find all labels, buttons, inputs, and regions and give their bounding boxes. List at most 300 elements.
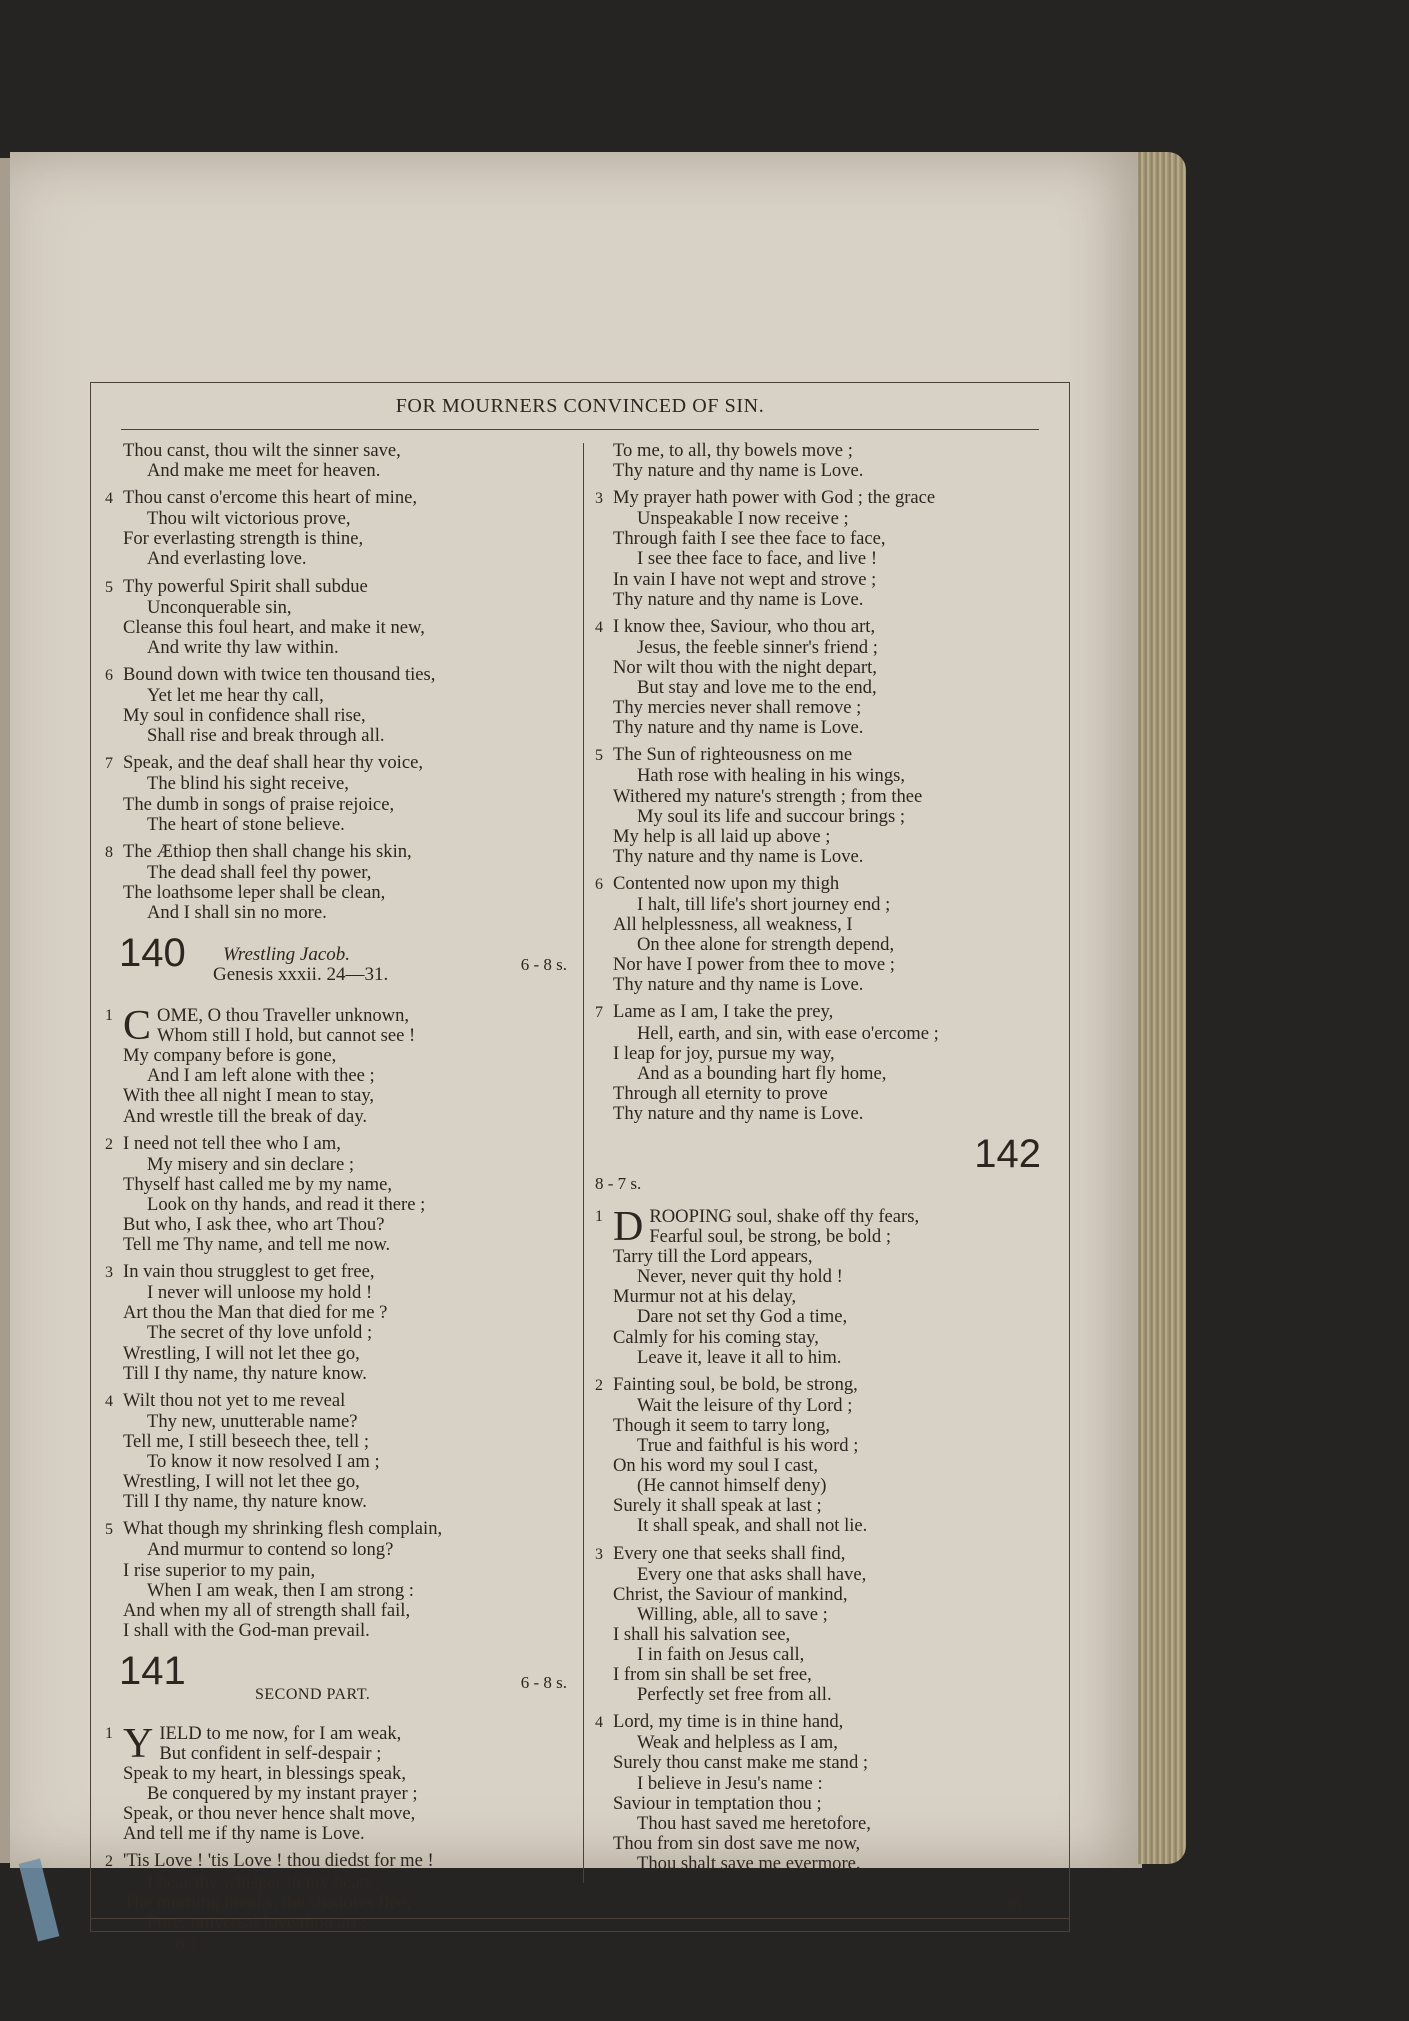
- verse-line-row: [595, 638, 1065, 658]
- verse-line-row: [105, 529, 575, 549]
- verse-line: The dead shall feel thy power,: [147, 861, 372, 883]
- verse-line-row: [595, 1794, 1065, 1814]
- verse-line-row: [105, 1303, 575, 1323]
- hymn-heading: [595, 1132, 1065, 1200]
- verse-line: It shall speak, and shall not lie.: [637, 1515, 868, 1537]
- verse-line-row: [595, 1774, 1065, 1794]
- verse-line: True and faithful is his word ;: [637, 1435, 859, 1457]
- verse-line: I never will unloose my hold !: [147, 1282, 373, 1304]
- bookmark-ribbon: [19, 1859, 60, 1942]
- verse-number: 4: [595, 618, 603, 636]
- verse-number: 4: [105, 1392, 113, 1410]
- verse: [105, 1391, 575, 1513]
- verse-line-row: [105, 509, 575, 529]
- verse-line-row: [105, 1452, 575, 1472]
- hymn-part: SECOND PART.: [255, 1685, 371, 1703]
- verse-line: Thy nature and thy name is Love.: [613, 588, 864, 610]
- verse-line-row: [105, 1323, 575, 1343]
- verse-line: Bound down with twice ten thousand ties,: [123, 663, 436, 685]
- verse-line-row: [595, 1416, 1065, 1436]
- verse-line: And wrestle till the break of day.: [123, 1105, 368, 1127]
- verse-line-row: [105, 1432, 575, 1452]
- verse-number: 3: [105, 1264, 113, 1282]
- head-rule: [121, 429, 1039, 430]
- verse-line: Fainting soul, be bold, be strong,: [613, 1373, 858, 1395]
- verse-line: The morning breaks, the shadows flee,: [123, 1891, 411, 1913]
- verse-line: My soul its life and succour brings ;: [637, 805, 906, 827]
- verse: [105, 1720, 575, 1845]
- verse-line-row: [105, 549, 575, 569]
- verse-line: Wait the leisure of thy Lord ;: [637, 1394, 853, 1416]
- verse-line-row: [595, 1104, 1065, 1124]
- verse-line-row: [595, 1544, 1065, 1565]
- verse-line: Speak, or thou never hence shalt move,: [123, 1803, 416, 1825]
- verse-line: Speak to my heart, in blessings speak,: [123, 1763, 406, 1785]
- verse-line-row: [105, 1472, 575, 1492]
- verse-line: All helplessness, all weakness, I: [613, 914, 853, 936]
- verse: [105, 1519, 575, 1641]
- verse: [105, 1003, 575, 1127]
- scripture-reference: Genesis xxxii. 24—31.: [213, 964, 389, 986]
- hymn-meter: 6 - 8 s.: [520, 1672, 567, 1692]
- verse-line: To me, to all, thy bowels move ;: [613, 440, 853, 461]
- verse-line: My soul in confidence shall rise,: [123, 705, 366, 727]
- verse-line-row: [595, 1084, 1065, 1104]
- verse-line: Speak, and the deaf shall hear thy voice,: [123, 752, 423, 774]
- verse-line-row: [105, 883, 575, 903]
- verse-line: I from sin shall be set free,: [613, 1664, 812, 1686]
- verse-line: The secret of thy love unfold ;: [147, 1322, 373, 1344]
- verse-line-row: [105, 638, 575, 658]
- verse: [595, 1712, 1065, 1874]
- verse-line-row: [595, 529, 1065, 549]
- verse-line-row: [105, 461, 575, 481]
- verse-line: The blind his sight receive,: [147, 773, 349, 795]
- verse-line: Thy nature and thy name is Love.: [613, 845, 864, 867]
- verse-line: Surely thou canst make me stand ;: [613, 1752, 869, 1774]
- verse-line-row: [105, 1155, 575, 1175]
- verse: [595, 874, 1065, 996]
- verse-line: Withered my nature's strength ; from thee: [613, 785, 923, 807]
- verse-line-row: [595, 745, 1065, 766]
- verse-line: Jesus, the feeble sinner's friend ;: [637, 636, 878, 658]
- verse-line-row: [105, 1601, 575, 1621]
- verse-line: And make me meet for heaven.: [147, 460, 381, 482]
- verse-line-row: [595, 1064, 1065, 1084]
- verse-line-row: [105, 1519, 575, 1540]
- verse-line: Saviour in temptation thou ;: [613, 1792, 822, 1814]
- book-page: [10, 152, 1142, 1953]
- verse-line-row: [105, 1344, 575, 1364]
- verse-line: Though it seem to tarry long,: [613, 1414, 830, 1436]
- verse-line: Thy nature and thy name is Love.: [613, 974, 864, 996]
- hymn-meter: 8 - 7 s.: [595, 1174, 642, 1193]
- verse-line-row: [595, 570, 1065, 590]
- verse-line: Nor have I power from thee to move ;: [613, 954, 895, 976]
- verse-line-row: [595, 1814, 1065, 1834]
- verse-continuation: [105, 441, 575, 481]
- verse-line: Till I thy name, thy nature know.: [123, 1491, 367, 1513]
- verse-line-row: [595, 955, 1065, 975]
- verse-line-row: [595, 1024, 1065, 1044]
- verse-line: I believe in Jesu's name :: [637, 1772, 823, 1794]
- verse-line: Fearful soul, be strong, be bold ;: [649, 1226, 892, 1248]
- verse-line-row: [105, 1893, 575, 1913]
- verse-line-row: [595, 1565, 1065, 1585]
- page-fore-edge: [1138, 152, 1186, 1864]
- hymn-heading: [105, 931, 575, 999]
- verse-line-row: [595, 915, 1065, 935]
- verse-line: ROOPING soul, shake off thy fears,: [649, 1206, 920, 1227]
- verse-number: 5: [595, 747, 603, 765]
- verse-line: Tell me, I still beseech thee, tell ;: [123, 1430, 370, 1452]
- verse-line: And I shall sin no more.: [147, 901, 327, 923]
- verse-line: Murmur not at his delay,: [613, 1286, 797, 1308]
- verse-line: Tarry till the Lord appears,: [613, 1246, 813, 1268]
- verse-number: 6: [595, 875, 603, 893]
- verse: [105, 665, 575, 746]
- verse-line-row: [105, 618, 575, 638]
- verse-line: Thou canst, thou wilt the sinner save,: [123, 440, 401, 461]
- verse-line: Thy mercies never shall remove ;: [613, 697, 862, 719]
- verse-line-row: [595, 678, 1065, 698]
- verse-line: But stay and love me to the end,: [637, 677, 877, 699]
- verse-line: Thou canst o'ercome this heart of mine,: [123, 487, 418, 509]
- verse-line: Surely it shall speak at last ;: [613, 1495, 822, 1517]
- verse-line: In vain thou strugglest to get free,: [123, 1261, 375, 1283]
- verse-opening: [105, 1720, 575, 1845]
- verse: [105, 1134, 575, 1256]
- verse-line: Shall rise and break through all.: [147, 725, 385, 747]
- left-column: [105, 441, 575, 1955]
- verse-number: 1: [105, 1724, 113, 1742]
- verse-line-row: [595, 1753, 1065, 1773]
- hymn-title: Wrestling Jacob.: [223, 944, 350, 966]
- verse-line: I shall with the God-man prevail.: [123, 1619, 370, 1641]
- verse-line-row: [595, 1625, 1065, 1645]
- verse-line: Thyself hast called me by my name,: [123, 1173, 393, 1195]
- verse-line: What though my shrinking flesh complain,: [123, 1518, 443, 1540]
- verse-line: Hell, earth, and sin, with ease o'ercome ;: [637, 1022, 939, 1044]
- verse: [595, 488, 1065, 610]
- verse-line: Unspeakable I now receive ;: [637, 508, 849, 530]
- verse-line: The Æthiop then shall change his skin,: [123, 840, 412, 862]
- verse-line: Thou wilt victorious prove,: [147, 508, 351, 530]
- verse-line-row: [595, 590, 1065, 610]
- hymn-number: 142: [974, 1132, 1041, 1176]
- verse-line: My company before is gone,: [123, 1045, 337, 1067]
- verse-line-row: [595, 1834, 1065, 1854]
- verse-line: Calmly for his coming stay,: [613, 1326, 819, 1348]
- verse-line-row: [105, 815, 575, 835]
- verse-line: Till I thy name, thy nature know.: [123, 1362, 367, 1384]
- verse-line: Hath rose with healing in his wings,: [637, 765, 906, 787]
- verse-line: I hear thy whisper in my heart ;: [147, 1871, 381, 1893]
- verse-line-row: [105, 1215, 575, 1235]
- verse-line: Wrestling, I will not let thee go,: [123, 1342, 360, 1364]
- verse-line-row: [595, 1605, 1065, 1625]
- verse-line: Tell me Thy name, and tell me now.: [123, 1234, 391, 1256]
- signature-mark: B 2: [175, 1936, 197, 1953]
- verse-number: 5: [105, 1521, 113, 1539]
- verse-line: Thy nature and thy name is Love.: [613, 717, 864, 739]
- verse-line-row: [595, 441, 1065, 461]
- verse-line: On his word my soul I cast,: [613, 1455, 819, 1477]
- verse-line-row: [105, 1412, 575, 1432]
- verse-number: 2: [105, 1135, 113, 1153]
- verse-line: And everlasting love.: [147, 548, 307, 570]
- verse: [595, 617, 1065, 739]
- page-number: 35: [1004, 1895, 1021, 1914]
- verse-line: Never, never quit thy hold !: [637, 1266, 843, 1288]
- verse-number: 8: [105, 843, 113, 861]
- verse-line-row: [105, 598, 575, 618]
- verse-line: Unconquerable sin,: [147, 596, 292, 618]
- verse: [595, 1544, 1065, 1706]
- verse-line-row: [105, 795, 575, 815]
- verse-line-row: [105, 665, 575, 686]
- verse-line-row: [595, 1396, 1065, 1416]
- verse-line-row: [595, 847, 1065, 867]
- verse-number: 3: [595, 490, 603, 508]
- verse-line: 'Tis Love ! 'tis Love ! thou diedst for me !: [123, 1850, 434, 1872]
- verse-line: OME, O thou Traveller unknown,: [157, 1005, 410, 1027]
- verse-line: The dumb in songs of praise rejoice,: [123, 793, 395, 815]
- verse-line: Contented now upon my thigh: [613, 872, 840, 894]
- hymn-number: 140: [119, 931, 186, 976]
- verse-line-row: [105, 753, 575, 774]
- verse-line: Every one that seeks shall find,: [613, 1542, 846, 1564]
- verse-line-row: [595, 617, 1065, 638]
- verse: [595, 1204, 1065, 1368]
- verse-line: Weak and helpless as I am,: [637, 1732, 838, 1754]
- verse-line: Thou from sin dost save me now,: [613, 1832, 861, 1854]
- verse-line-row: [595, 509, 1065, 529]
- verse: [105, 1851, 575, 1932]
- verse-line-row: [105, 1561, 575, 1581]
- bottom-rule: [91, 1918, 1069, 1919]
- verse-line-row: [105, 1621, 575, 1641]
- verse-line: Pure, universal love thou art ;: [147, 1911, 367, 1933]
- verse-line: Dare not set thy God a time,: [637, 1306, 848, 1328]
- verse-line: My help is all laid up above ;: [613, 825, 831, 847]
- verse-line-row: [105, 1235, 575, 1255]
- verse-line-row: [105, 1283, 575, 1303]
- verse: [595, 1375, 1065, 1537]
- verse-number: 6: [105, 666, 113, 684]
- verse-line: Leave it, leave it all to him.: [637, 1346, 842, 1368]
- verse-line: In vain I have not wept and strove ;: [613, 568, 877, 590]
- verse-line-row: [105, 903, 575, 923]
- verse-line-row: [595, 874, 1065, 895]
- verse-line: I halt, till life's short journey end ;: [637, 893, 891, 915]
- verse-line-row: [595, 461, 1065, 481]
- verse-line: Whom still I hold, but cannot see !: [157, 1025, 416, 1047]
- verse-line-row: [105, 488, 575, 509]
- verse-line: Nor wilt thou with the night depart,: [613, 656, 877, 678]
- verse-line-row: [595, 1585, 1065, 1605]
- hymn-meter: 6 - 8 s.: [520, 955, 567, 975]
- verse-line: Thy powerful Spirit shall subdue: [123, 575, 368, 597]
- verse-line-row: [105, 1581, 575, 1601]
- verse-line: IELD to me now, for I am weak,: [159, 1722, 402, 1744]
- verse-line: Through faith I see thee face to face,: [613, 528, 886, 550]
- verse-line-row: [595, 1516, 1065, 1536]
- verse-line-row: [105, 1262, 575, 1283]
- verse-line-row: [595, 549, 1065, 569]
- verse-line-row: [105, 1175, 575, 1195]
- verse-line: Willing, able, all to save ;: [637, 1603, 828, 1625]
- verse-line-row: [595, 1375, 1065, 1396]
- verse-line-row: [595, 975, 1065, 995]
- verse-line: Lame as I am, I take the prey,: [613, 1001, 834, 1023]
- verse-line-row: [595, 1712, 1065, 1733]
- verse-line: Look on thy hands, and read it there ;: [147, 1193, 426, 1215]
- verse: [595, 745, 1065, 867]
- verse-number: 7: [595, 1004, 603, 1022]
- verse-line: Be conquered by my instant prayer ;: [147, 1783, 418, 1805]
- verse-number: 2: [595, 1376, 603, 1394]
- verse-number: 7: [105, 755, 113, 773]
- verse-line-row: [105, 1391, 575, 1412]
- verse-line-row: [105, 1364, 575, 1384]
- verse-line-row: [595, 1496, 1065, 1516]
- verse-line: My misery and sin declare ;: [147, 1153, 355, 1175]
- verse: [105, 842, 575, 923]
- verse-line: And write thy law within.: [147, 636, 339, 658]
- verse-line: I rise superior to my pain,: [123, 1559, 316, 1581]
- verse-line: I shall his salvation see,: [613, 1623, 791, 1645]
- verse-line: Every one that asks shall have,: [637, 1563, 867, 1585]
- verse-line-row: [105, 774, 575, 794]
- verse-line: And when my all of strength shall fail,: [123, 1599, 411, 1621]
- verse-line-row: [595, 698, 1065, 718]
- verse-line-row: [595, 935, 1065, 955]
- verse-number: 1: [105, 1007, 113, 1025]
- verse-line: Thou hast saved me heretofore,: [637, 1812, 871, 1834]
- verse-line-row: [105, 1195, 575, 1215]
- verse-line: With thee all night I mean to stay,: [123, 1085, 375, 1107]
- verse-line-row: [595, 1733, 1065, 1753]
- verse-line: Through all eternity to prove: [613, 1082, 828, 1104]
- verse-line: And murmur to contend so long?: [147, 1539, 394, 1561]
- verse-line-row: [595, 1645, 1065, 1665]
- verse-line-row: [105, 842, 575, 863]
- verse-line-row: [595, 807, 1065, 827]
- verse-line-row: [105, 706, 575, 726]
- verse-line: Thy nature and thy name is Love.: [613, 1102, 864, 1124]
- drop-capital: C: [123, 1003, 152, 1050]
- verse-number: 2: [105, 1853, 113, 1871]
- verse-line-row: [595, 766, 1065, 786]
- verse-line-row: [105, 726, 575, 746]
- verse-number: 5: [105, 578, 113, 596]
- verse-line: But who, I ask thee, who art Thou?: [123, 1214, 385, 1235]
- verse-line-row: [595, 658, 1065, 678]
- verse-line: I in faith on Jesus call,: [637, 1643, 805, 1665]
- verse-line: The heart of stone believe.: [147, 813, 345, 835]
- verse-line-row: [105, 686, 575, 706]
- verse-line-row: [595, 1854, 1065, 1874]
- verse-line-row: [595, 1476, 1065, 1496]
- verse-line: Perfectly set free from all.: [637, 1684, 832, 1706]
- verse-line-row: [595, 1456, 1065, 1476]
- verse-line: Yet let me hear thy call,: [147, 685, 324, 707]
- verse-line: I need not tell thee who I am,: [123, 1132, 341, 1154]
- verse-line: Christ, the Saviour of mankind,: [613, 1583, 848, 1605]
- verse-line: Lord, my time is in thine hand,: [613, 1711, 844, 1733]
- verse-line: Cleanse this foul heart, and make it new,: [123, 616, 425, 638]
- right-column: [595, 441, 1065, 1874]
- verse-line-row: [105, 863, 575, 883]
- verse-line: The loathsome leper shall be clean,: [123, 881, 386, 903]
- verse-line: Thy new, unutterable name?: [147, 1410, 358, 1432]
- verse-line-row: [595, 1002, 1065, 1023]
- verse-line: To know it now resolved I am ;: [147, 1451, 380, 1473]
- verse-line-row: [105, 1851, 575, 1872]
- hymn-number: 141: [119, 1648, 186, 1693]
- verse-line-row: [595, 488, 1065, 509]
- verse-line: My prayer hath power with God ; the grace: [613, 487, 936, 509]
- verse-opening: [105, 1003, 575, 1127]
- verse-number: 4: [595, 1714, 603, 1732]
- verse: [595, 1002, 1065, 1124]
- verse-line: Wilt thou not yet to me reveal: [123, 1389, 346, 1411]
- verse-line: For everlasting strength is thine,: [123, 528, 364, 550]
- drop-capital: D: [613, 1204, 644, 1250]
- verse-line-row: [595, 787, 1065, 807]
- verse-line: But confident in self-despair ;: [159, 1742, 382, 1764]
- verse-line-row: [595, 827, 1065, 847]
- verse-line-row: [595, 1436, 1065, 1456]
- verse-line: Thy nature and thy name is Love.: [613, 460, 864, 482]
- verse-line-row: [105, 1873, 575, 1893]
- verse-line-row: [595, 1044, 1065, 1064]
- verse-line: And I am left alone with thee ;: [147, 1065, 375, 1087]
- verse: [105, 488, 575, 569]
- column-divider: [583, 443, 584, 1883]
- verse-line-row: [105, 441, 575, 461]
- verse-line-row: [105, 577, 575, 598]
- text-frame: [90, 382, 1070, 1953]
- verse-line-row: [595, 1665, 1065, 1685]
- verse-line: I leap for joy, pursue my way,: [613, 1042, 835, 1064]
- drop-capital: Y: [123, 1720, 154, 1767]
- verse: [105, 577, 575, 658]
- verse-line: I know thee, Saviour, who thou art,: [613, 615, 876, 637]
- verse-line: Thou shalt save me evermore.: [637, 1852, 861, 1874]
- running-head: FOR MOURNERS CONVINCED OF SIN.: [395, 395, 765, 417]
- verse-line: Wrestling, I will not let thee go,: [123, 1471, 360, 1493]
- verse-line: The Sun of righteousness on me: [613, 744, 853, 766]
- verse: [105, 1262, 575, 1384]
- verse-line-row: [105, 1540, 575, 1560]
- verse-number: 4: [105, 490, 113, 508]
- verse-number: 3: [595, 1545, 603, 1563]
- verse-line: I see thee face to face, and live !: [637, 548, 878, 570]
- verse-line-row: [595, 1685, 1065, 1705]
- verse-line: When I am weak, then I am strong :: [147, 1579, 414, 1601]
- verse-line: (He cannot himself deny): [637, 1475, 827, 1497]
- verse-line: And tell me if thy name is Love.: [123, 1823, 365, 1845]
- verse-line-row: [105, 1913, 575, 1933]
- hymn-heading: [105, 1648, 575, 1717]
- verse-line-row: [105, 1492, 575, 1512]
- verse-line: And as a bounding hart fly home,: [637, 1062, 887, 1084]
- verse-number: 1: [595, 1208, 603, 1225]
- verse-line-row: [105, 1134, 575, 1155]
- verse-continuation: [595, 441, 1065, 481]
